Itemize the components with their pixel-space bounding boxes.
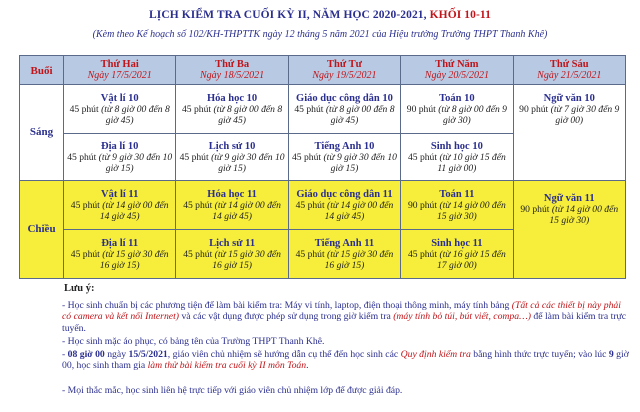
day-header: Thứ Ba Ngày 18/5/2021 [176,56,288,85]
exam-cell: Giáo dục công dân 11 45 phút (từ 14 giờ 00 đến 14 giờ 45) [288,181,400,230]
exam-schedule-table [19,55,626,279]
exam-cell: Giáo dục công dân 10 45 phút (từ 8 giờ 00 đến 8 giờ 45) [288,85,400,134]
exam-cell: Lịch sử 10 45 phút (từ 9 giờ 30 đến 10 giờ 15) [176,134,288,181]
exam-cell: Ngữ văn 10 90 phút (từ 7 giờ 30 đến 9 giờ 00) [513,85,625,181]
exam-cell: Tiếng Anh 10 45 phút (từ 9 giờ 30 đến 10 giờ 15) [288,134,400,181]
title-grade: KHỐI 10-11 [429,9,491,21]
exam-cell: Toán 11 90 phút (từ 14 giờ 00 đến 15 giờ 30) [401,181,513,230]
note-item: - Mọi thắc mắc, học sinh liên hệ trực tiếp với giáo viên chủ nhiệm lớp để được giải đáp. [62,385,403,396]
exam-cell: Toán 10 90 phút (từ 8 giờ 00 đến 9 giờ 30) [401,85,513,134]
exam-cell: Vật lí 10 45 phút (từ 8 giờ 00 đến 8 giờ 45) [64,85,176,134]
note-item: - 08 giờ 00 ngày 15/5/2021, giáo viên chủ nhiệm sẽ hướng dẫn cụ thể đến học sinh các Quy định kiểm tra bằng hình thức trực tuyến; vào lúc 9 giờ 00, học sinh tham gia làm thử bài kiểm tra cuối kỳ II môn Toán. [62,349,629,372]
note-item: - Học sinh chuẩn bị các phương tiện để làm bài kiểm tra: Máy vi tính, laptop, điện thoại thông minh, máy tính bảng (Tất cả các thiết bị này phải có camera và kết nối Internet) và các vật dụng được phép sử dụng trong giờ kiểm tra (máy tính bỏ túi, bút viết, compa…) để làm bài kiểm tra trực tuyến. [62,300,627,334]
exam-cell: Lịch sử 11 45 phút (từ 15 giờ 30 đến 16 giờ 15) [176,230,288,279]
exam-cell: Địa lí 10 45 phút (từ 9 giờ 30 đến 10 giờ 15) [64,134,176,181]
session-label-morning: Sáng [20,85,64,181]
page-subtitle: (Kèm theo Kế hoạch số 102/KH-THPTTK ngày 12 tháng 5 năm 2021 của Hiệu trưởng Trường THPT Thanh Khê) [92,29,548,40]
session-label-afternoon: Chiều [20,181,64,279]
exam-cell: Tiếng Anh 11 45 phút (từ 15 giờ 30 đến 16 giờ 15) [288,230,400,279]
exam-cell: Ngữ văn 11 90 phút (từ 14 giờ 00 đến 15 giờ 30) [513,181,625,279]
table-row [20,181,626,230]
table-row [20,85,626,134]
session-header: Buổi [20,56,64,85]
exam-cell: Địa lí 11 45 phút (từ 15 giờ 30 đến 16 giờ 15) [64,230,176,279]
day-header: Thứ Năm Ngày 20/5/2021 [401,56,513,85]
notes-title: Lưu ý: [64,283,95,294]
table-header-row [20,56,626,85]
page-title [0,9,640,21]
day-header: Thứ Tư Ngày 19/5/2021 [288,56,400,85]
exam-cell: Vật lí 11 45 phút (từ 14 giờ 00 đến 14 giờ 45) [64,181,176,230]
title-text: LỊCH KIỂM TRA CUỐI KỲ II, NĂM HỌC 2020-2021, [148,9,430,21]
exam-cell: Sinh học 10 45 phút (từ 10 giờ 15 đến 11 giờ 00) [401,134,513,181]
day-header: Thứ Sáu Ngày 21/5/2021 [513,56,625,85]
exam-cell: Hóa học 11 45 phút (từ 14 giờ 00 đến 14 giờ 45) [176,181,288,230]
exam-cell: Hóa học 10 45 phút (từ 8 giờ 00 đến 8 giờ 45) [176,85,288,134]
note-item: - Học sinh mặc áo phục, có bảng tên của Trường THPT Thanh Khê. [62,336,325,347]
day-header: Thứ Hai Ngày 17/5/2021 [64,56,176,85]
exam-cell: Sinh học 11 45 phút (từ 16 giờ 15 đến 17 giờ 00) [401,230,513,279]
